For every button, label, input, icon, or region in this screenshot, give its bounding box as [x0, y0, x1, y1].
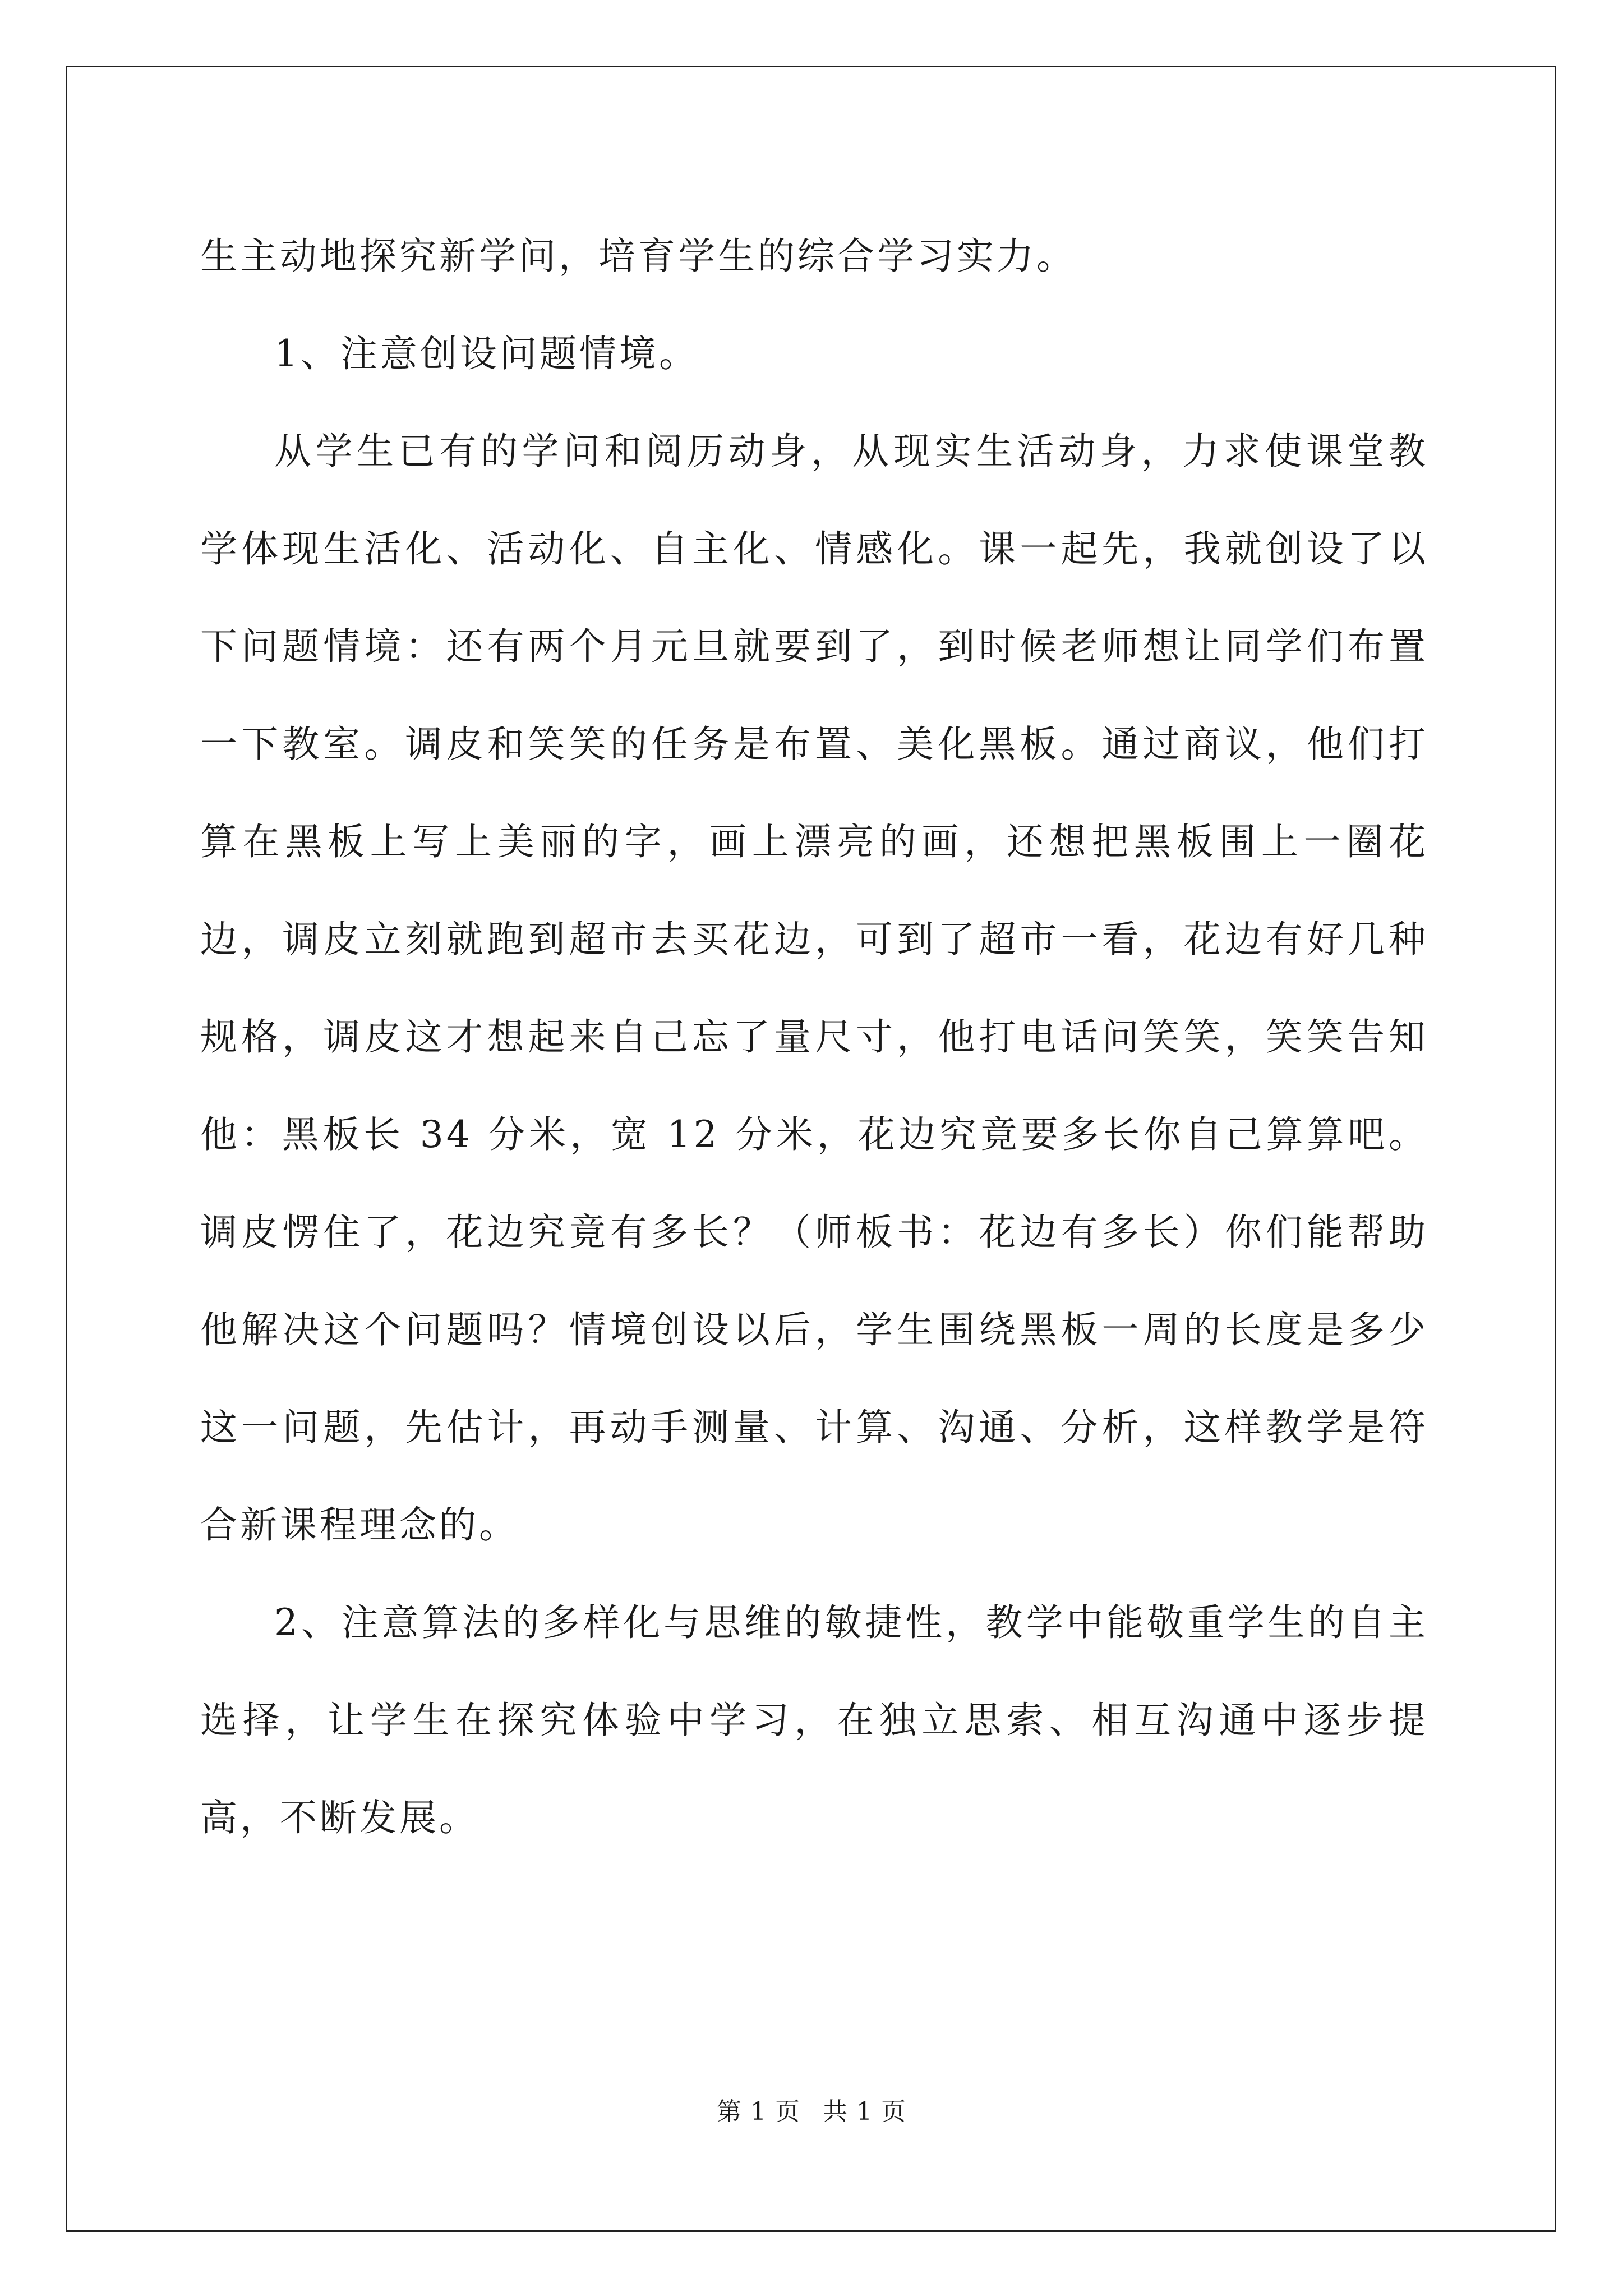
document-body: [200, 208, 1428, 1867]
paragraph: 2、注意算法的多样化与思维的敏捷性，教学中能敬重学生的自主选择，让学生在探究体验中学习，在独立思索、相互沟通中逐步提高，不断发展。: [200, 1601, 1428, 1839]
paragraph: 生主动地探究新学问，培育学生的综合学习实力。: [200, 234, 1076, 278]
paragraph: 1、注意创设问题情境。: [274, 332, 699, 375]
page-total: 共 1 页: [823, 2097, 906, 2126]
paragraph: 从学生已有的学问和阅历动身，从现实生活动身，力求使课堂教学体现生活化、活动化、自主化、情感化。课一起先，我就创设了以下问题情境：还有两个月元旦就要到了，到时候老师想让同学们布置一下教室。调皮和笑笑的任务是布置、美化黑板。通过商议，他们打算在黑板上写上美丽的字，画上漂亮的画，还想把黑板围上一圈花边，调皮立刻就跑到超市去买花边，可到了超市一看，花边有好几种规格，调皮这才想起来自己忘了量尺寸，他打电话问笑笑，笑笑告知他：黑板长 34 分米，宽 12 分米，花边究竟要多长你自己算算吧。调皮愣住了，花边究竟有多长？（师板书：花边有多长）你们能帮助他解决这个问题吗？情境创设以后，学生围绕黑板一周的长度是多少这一问题，先估计，再动手测量、计算、沟通、分析，这样教学是符合新课程理念的。: [200, 430, 1428, 1547]
page-number: 第 1 页: [717, 2097, 800, 2126]
page-footer: [0, 2095, 1623, 2129]
